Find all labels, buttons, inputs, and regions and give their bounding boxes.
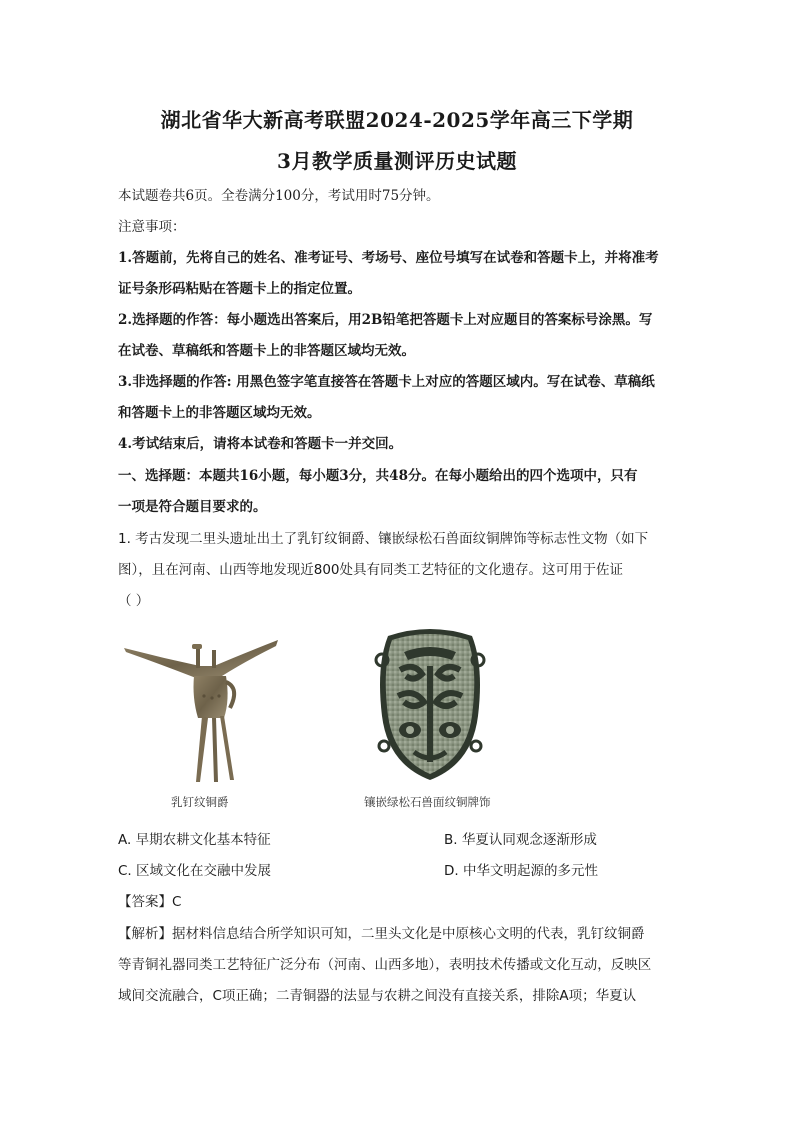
doc-title-line1: 湖北省华大新高考联盟2024-2025学年高三下学期 (160, 108, 634, 132)
analysis-line3: 域间交流融合，C项正确；二青铜器的法显与农耕之间没有直接关系，排除A项；华夏认 (118, 988, 637, 1004)
note-3b: 和答题卡上的非答题区域均无效。 (118, 405, 321, 421)
note-4: 4.考试结束后，请将本试卷和答题卡一并交回。 (118, 436, 403, 452)
option-a: A. 早期农耕文化基本特征 (118, 832, 271, 848)
note-1b: 证号条形码粘贴在答题卡上的指定位置。 (118, 281, 361, 297)
option-b: B. 华夏认同观念逐渐形成 (444, 832, 597, 848)
option-d: D. 中华文明起源的多元性 (444, 863, 598, 879)
note-2b: 在试卷、草稿纸和答题卡上的非答题区域均无效。 (118, 343, 415, 359)
turquoise-plaque-image (374, 626, 486, 784)
question-1-blank: （ ） (118, 593, 150, 609)
note-1a: 1.答题前，先将自己的姓名、准考证号、考场号、座位号填写在试卷和答题卡上，并将准考 (118, 250, 659, 266)
fig1-caption: 乳钉纹铜爵 (171, 795, 229, 809)
note-2a: 2.选择题的作答：每小题选出答案后，用2B铅笔把答题卡上对应题目的答案标号涂黑。写 (118, 312, 653, 328)
section-heading-a: 一、选择题：本题共16小题，每小题3分，共48分。在每小题给出的四个选项中，只有 (118, 468, 638, 484)
question-1-line2: 图），且在河南、山西等地发现近800处具有同类工艺特征的文化遗存。这可用于佐证 (118, 562, 624, 578)
answer-line: 【答案】C (118, 894, 182, 910)
analysis-line1: 【解析】据材料信息结合所学知识可知，二里头文化是中原核心文明的代表，乳钉纹铜爵 (118, 926, 645, 942)
bronze-jue-vessel-image (122, 636, 280, 784)
notes-heading: 注意事项： (118, 219, 186, 235)
option-c: C. 区域文化在交融中发展 (118, 863, 272, 879)
note-3a: 3.非选择题的作答: 用黑色签字笔直接答在答题卡上对应的答题区域内。写在试卷、草稿纸 (118, 374, 655, 390)
fig2-caption: 镶嵌绿松石兽面纹铜牌饰 (364, 795, 491, 809)
question-1-line1: 1. 考古发现二里头遗址出土了乳钉纹铜爵、镶嵌绿松石兽面纹铜牌饰等标志性文物（如下 (118, 531, 649, 547)
analysis-line2: 等青铜礼器同类工艺特征广泛分布（河南、山西多地），表明技术传播或文化互动，反映区 (118, 957, 652, 973)
doc-title-line2: 3月教学质量测评历史试题 (277, 149, 517, 173)
intro-text: 本试题卷共6页。全卷满分100分，考试用时75分钟。 (118, 188, 440, 204)
section-heading-b: 一项是符合题目要求的。 (118, 499, 267, 515)
